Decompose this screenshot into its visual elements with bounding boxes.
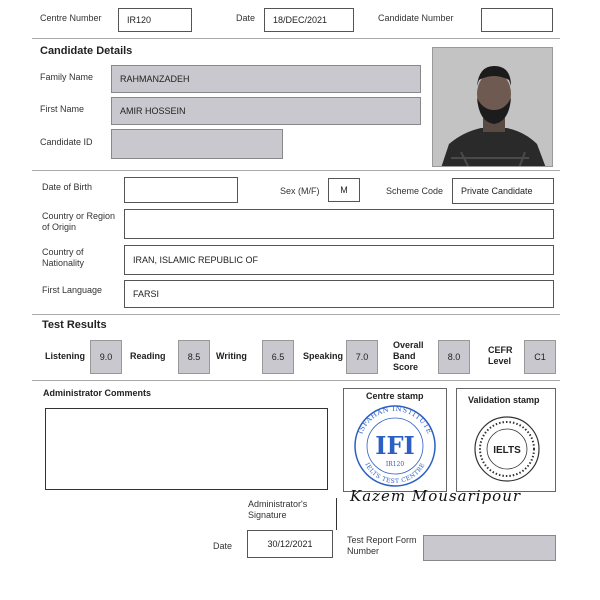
trf-number-label — [347, 535, 417, 557]
centre-number-label: Centre Number — [40, 13, 102, 23]
stamp-top-text: ISFAHAN INSTITUTE — [356, 404, 434, 436]
administrator-comments-label: Administrator Comments — [43, 388, 152, 398]
candidate-number-field — [481, 8, 553, 32]
scheme-code-label: Scheme Code — [386, 186, 444, 196]
dob-label: Date of Birth — [42, 182, 93, 192]
sex-label: Sex (M/F) — [280, 186, 320, 196]
origin-field — [124, 209, 554, 239]
centre-stamp — [346, 398, 444, 490]
first-name-field: AMIR HOSSEIN — [111, 97, 421, 125]
header-date-label: Date — [236, 13, 256, 23]
divider — [32, 170, 560, 171]
signature-label-line1: Administrator's — [248, 499, 308, 509]
overall-label-line3: Score — [393, 362, 419, 372]
trf-label-line2: Number — [347, 546, 380, 556]
overall-label-line1: Overall — [393, 340, 424, 350]
divider — [32, 38, 560, 39]
overall-band-score: 8.0 — [438, 340, 470, 374]
family-name-label: Family Name — [40, 72, 94, 82]
header-date-field: 18/DEC/2021 — [264, 8, 354, 32]
writing-label: Writing — [216, 351, 247, 361]
candidate-id-label: Candidate ID — [40, 137, 93, 147]
reading-score: 8.5 — [178, 340, 210, 374]
candidate-number-label: Candidate Number — [378, 13, 454, 23]
trf-label-line1: Test Report Form — [347, 535, 417, 545]
nationality-field: IRAN, ISLAMIC REPUBLIC OF — [124, 245, 554, 275]
nationality-label: Country of Nationality — [42, 247, 85, 268]
stamp-bottom-text: IELTS TEST CENTRE — [363, 461, 427, 486]
divider — [32, 380, 560, 381]
stamp-code: IR120 — [385, 461, 405, 468]
sex-field: M — [328, 178, 360, 202]
speaking-label: Speaking — [303, 351, 344, 361]
administrator-signature: Kazem Mousaripour — [350, 487, 522, 505]
validation-stamp — [472, 414, 542, 484]
trf-number-field — [423, 535, 556, 561]
first-language-label: First Language — [42, 285, 103, 295]
first-name-label: First Name — [40, 104, 85, 114]
validation-stamp-label: Validation stamp — [468, 395, 540, 405]
listening-label: Listening — [45, 351, 85, 361]
divider — [32, 314, 560, 315]
cefr-level-label — [488, 345, 513, 367]
dob-field — [124, 177, 238, 203]
scheme-code-field: Private Candidate — [452, 178, 554, 204]
candidate-id-field — [111, 129, 283, 159]
admin-date-label: Date — [213, 541, 233, 551]
candidate-photo — [432, 47, 553, 167]
cefr-label-line1: CEFR — [488, 345, 513, 355]
admin-date-field: 30/12/2021 — [247, 530, 333, 558]
cefr-level-score: C1 — [524, 340, 556, 374]
centre-stamp-label: Centre stamp — [366, 391, 424, 401]
signature-label-line2: Signature — [248, 510, 287, 520]
overall-band-label — [393, 340, 424, 373]
family-name-field: RAHMANZADEH — [111, 65, 421, 93]
listening-score: 9.0 — [90, 340, 122, 374]
reading-label: Reading — [130, 351, 166, 361]
signature-line — [336, 498, 337, 530]
test-results-title: Test Results — [42, 319, 107, 331]
signature-label — [248, 499, 307, 521]
speaking-score: 7.0 — [346, 340, 378, 374]
first-language-field: FARSI — [124, 280, 554, 308]
candidate-photo-image — [433, 48, 553, 167]
administrator-comments-box — [45, 408, 328, 490]
origin-label: Country or Region of Origin — [42, 211, 116, 232]
cefr-label-line2: Level — [488, 356, 512, 366]
centre-number-field: IR120 — [118, 8, 192, 32]
candidate-details-title: Candidate Details — [40, 45, 133, 57]
writing-score: 6.5 — [262, 340, 294, 374]
validation-logo: IELTS — [493, 445, 521, 456]
overall-label-line2: Band — [393, 351, 416, 361]
stamp-logo: IFI — [375, 431, 415, 460]
